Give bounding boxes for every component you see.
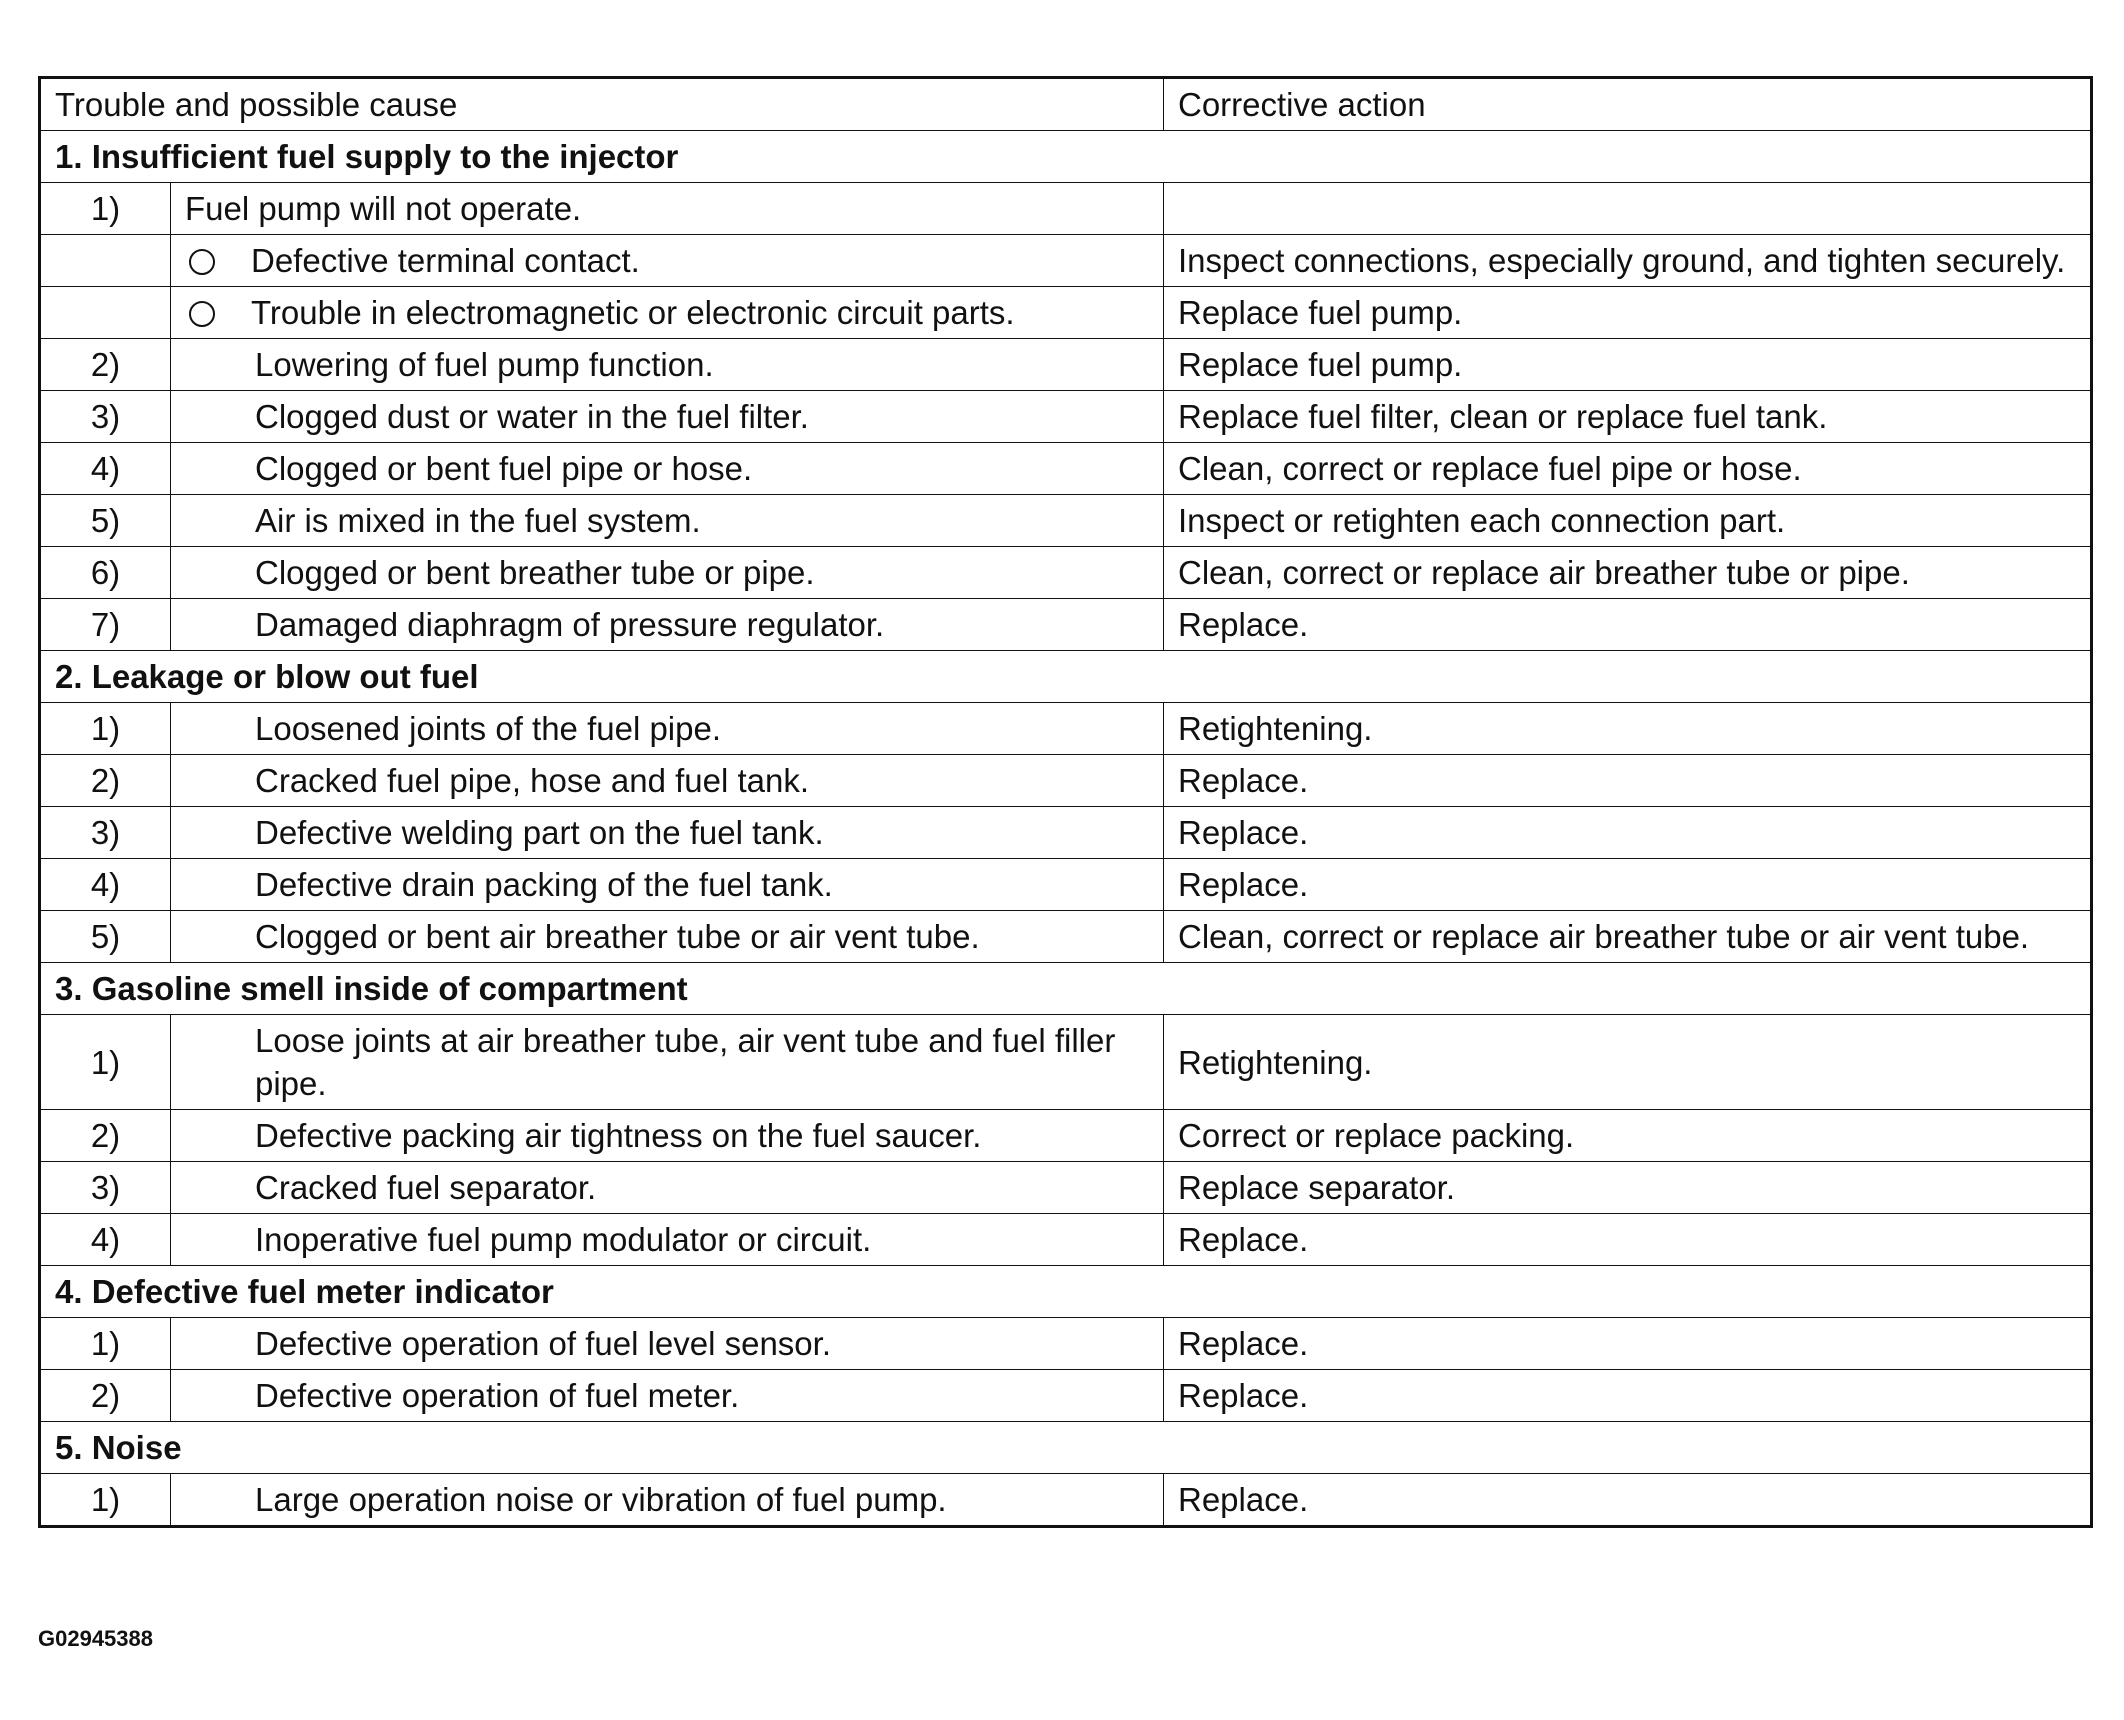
row-number: 1) <box>40 1015 171 1110</box>
row-action: Replace. <box>1164 755 2092 807</box>
row-action: Inspect or retighten each connection part. <box>1164 495 2092 547</box>
circle-bullet-icon <box>189 249 215 275</box>
section-title: 3. Gasoline smell inside of compartment <box>40 963 2092 1015</box>
table-row <box>40 911 2092 963</box>
row-action: Replace. <box>1164 807 2092 859</box>
row-cause: Loosened joints of the fuel pipe. <box>171 703 1164 755</box>
row-action: Replace fuel filter, clean or replace fuel tank. <box>1164 391 2092 443</box>
row-number: 1) <box>40 1318 171 1370</box>
row-action: Clean, correct or replace fuel pipe or hose. <box>1164 443 2092 495</box>
row-action: Clean, correct or replace air breather tube or air vent tube. <box>1164 911 2092 963</box>
row-number: 7) <box>40 599 171 651</box>
row-action: Replace. <box>1164 1214 2092 1266</box>
row-action: Replace. <box>1164 599 2092 651</box>
row-action: Replace. <box>1164 1474 2092 1527</box>
row-number: 5) <box>40 495 171 547</box>
row-action: Replace fuel pump. <box>1164 287 2092 339</box>
row-action: Replace. <box>1164 1318 2092 1370</box>
row-number: 3) <box>40 1162 171 1214</box>
header-action: Corrective action <box>1164 78 2092 131</box>
row-cause: Inoperative fuel pump modulator or circuit. <box>171 1214 1164 1266</box>
row-cause: Clogged or bent fuel pipe or hose. <box>171 443 1164 495</box>
row-cause: Loose joints at air breather tube, air vent tube and fuel filler pipe. <box>171 1015 1164 1110</box>
row-action <box>1164 183 2092 235</box>
trouble-table <box>38 76 2093 1528</box>
row-cause: Defective terminal contact. <box>251 242 640 279</box>
row-cause-cell <box>171 287 1164 339</box>
section-row <box>40 131 2092 183</box>
table-row <box>40 1015 2092 1110</box>
row-number: 3) <box>40 391 171 443</box>
row-cause: Damaged diaphragm of pressure regulator. <box>171 599 1164 651</box>
row-number: 1) <box>40 183 171 235</box>
row-action: Replace separator. <box>1164 1162 2092 1214</box>
row-cause: Trouble in electromagnetic or electronic circuit parts. <box>251 294 1015 331</box>
row-cause: Air is mixed in the fuel system. <box>171 495 1164 547</box>
row-cause: Defective welding part on the fuel tank. <box>171 807 1164 859</box>
row-number-empty <box>40 287 171 339</box>
section-title: 4. Defective fuel meter indicator <box>40 1266 2092 1318</box>
table-row <box>40 859 2092 911</box>
section-title: 5. Noise <box>40 1422 2092 1474</box>
row-number: 5) <box>40 911 171 963</box>
row-cause: Fuel pump will not operate. <box>171 183 1164 235</box>
row-cause: Defective drain packing of the fuel tank. <box>171 859 1164 911</box>
row-cause: Large operation noise or vibration of fuel pump. <box>171 1474 1164 1527</box>
row-number: 6) <box>40 547 171 599</box>
table-row <box>40 339 2092 391</box>
row-number: 4) <box>40 859 171 911</box>
row-cause: Clogged or bent air breather tube or air vent tube. <box>171 911 1164 963</box>
table-row <box>40 391 2092 443</box>
row-action: Retightening. <box>1164 703 2092 755</box>
table-row <box>40 1318 2092 1370</box>
row-cause: Defective operation of fuel meter. <box>171 1370 1164 1422</box>
section-row <box>40 1422 2092 1474</box>
row-cause: Cracked fuel separator. <box>171 1162 1164 1214</box>
row-action: Replace fuel pump. <box>1164 339 2092 391</box>
section-title: 2. Leakage or blow out fuel <box>40 651 2092 703</box>
row-cause-cell <box>171 235 1164 287</box>
section-row <box>40 651 2092 703</box>
row-number: 3) <box>40 807 171 859</box>
row-action: Correct or replace packing. <box>1164 1110 2092 1162</box>
row-cause: Clogged or bent breather tube or pipe. <box>171 547 1164 599</box>
table-row <box>40 1370 2092 1422</box>
row-action: Clean, correct or replace air breather tube or pipe. <box>1164 547 2092 599</box>
table-row <box>40 807 2092 859</box>
row-number: 4) <box>40 1214 171 1266</box>
row-action: Replace. <box>1164 1370 2092 1422</box>
table-row <box>40 1162 2092 1214</box>
row-number: 1) <box>40 1474 171 1527</box>
table-row <box>40 443 2092 495</box>
table-row <box>40 755 2092 807</box>
table-row <box>40 1110 2092 1162</box>
row-cause: Clogged dust or water in the fuel filter. <box>171 391 1164 443</box>
table-row <box>40 183 2092 235</box>
row-cause: Defective packing air tightness on the fuel saucer. <box>171 1110 1164 1162</box>
table-row <box>40 599 2092 651</box>
row-number-empty <box>40 235 171 287</box>
table-row <box>40 235 2092 287</box>
row-number: 2) <box>40 1110 171 1162</box>
table-row <box>40 703 2092 755</box>
figure-id: G02945388 <box>38 1626 153 1651</box>
row-cause: Lowering of fuel pump function. <box>171 339 1164 391</box>
row-number: 1) <box>40 703 171 755</box>
table-row <box>40 1214 2092 1266</box>
row-number: 2) <box>40 755 171 807</box>
table-row <box>40 287 2092 339</box>
circle-bullet-icon <box>189 301 215 327</box>
section-title: 1. Insufficient fuel supply to the injector <box>40 131 2092 183</box>
header-row <box>40 78 2092 131</box>
table-row <box>40 547 2092 599</box>
row-cause: Cracked fuel pipe, hose and fuel tank. <box>171 755 1164 807</box>
row-action: Inspect connections, especially ground, and tighten securely. <box>1164 235 2092 287</box>
section-row <box>40 1266 2092 1318</box>
row-number: 2) <box>40 339 171 391</box>
table-row <box>40 495 2092 547</box>
row-number: 4) <box>40 443 171 495</box>
section-row <box>40 963 2092 1015</box>
row-action: Retightening. <box>1164 1015 2092 1110</box>
row-cause: Defective operation of fuel level sensor. <box>171 1318 1164 1370</box>
header-cause: Trouble and possible cause <box>40 78 1164 131</box>
row-number: 2) <box>40 1370 171 1422</box>
row-action: Replace. <box>1164 859 2092 911</box>
table-row <box>40 1474 2092 1527</box>
